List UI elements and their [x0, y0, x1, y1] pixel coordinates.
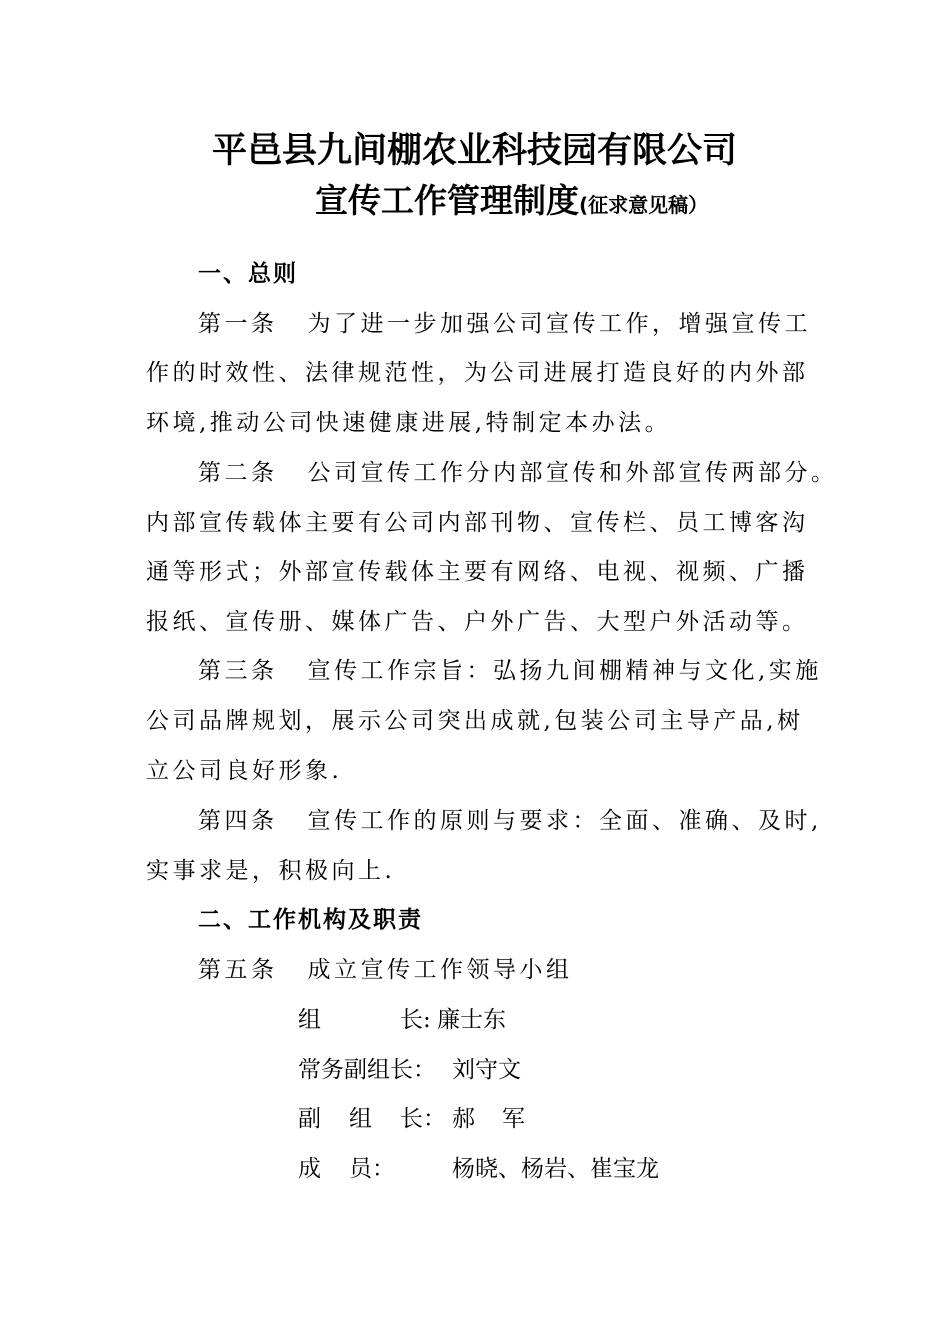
article-5-text-1: 成立宣传工作领导小组	[307, 957, 573, 983]
member-label-part-1: 成	[298, 1156, 321, 1182]
deputy-label-part-2: 组	[349, 1106, 372, 1132]
member-label-part-2: 员：	[349, 1156, 395, 1182]
deputy-name-part-1: 郝	[452, 1106, 475, 1132]
article-2-line-4: 报纸、宣传册、媒体广告、户外广告、大型户外活动等。	[146, 609, 809, 635]
article-3-text-1: 宣传工作宗旨：弘扬九间棚精神与文化,实施	[307, 658, 822, 684]
article-2-line-3: 通等形式；外部宣传载体主要有网络、电视、视频、广播	[146, 559, 809, 585]
article-5-label: 第五条	[198, 957, 278, 983]
article-3-line-3: 立公司良好形象.	[146, 758, 343, 784]
deputy-name-part-2: 军	[502, 1106, 525, 1132]
deputy-label-part-1: 副	[298, 1106, 321, 1132]
article-3-line-1	[198, 656, 822, 686]
article-1-text-1: 为了进一步加强公司宣传工作，增强宣传工	[307, 311, 811, 337]
article-1-line-2: 作的时效性、法律规范性，为公司进展打造良好的内外部	[146, 360, 809, 386]
article-1-label: 第一条	[198, 311, 278, 337]
article-2-label: 第二条	[198, 460, 278, 486]
document-title-regulation	[315, 179, 708, 229]
executive-deputy-name: 刘守文	[452, 1057, 521, 1083]
deputy-label-part-3: 长：	[400, 1106, 446, 1132]
document-title-company: 平邑县九间棚农业科技园有限公司	[212, 131, 738, 171]
article-2-text-1: 公司宣传工作分内部宣传和外部宣传两部分。	[307, 460, 838, 486]
leader-name: 廉士东	[437, 1007, 506, 1033]
article-3-label: 第三条	[198, 658, 278, 684]
article-1-line-3: 环境,推动公司快速健康进展,特制定本办法。	[146, 410, 672, 436]
executive-deputy-label: 常务副组长：	[298, 1057, 436, 1083]
leader-label-part-1: 组	[298, 1007, 321, 1033]
section-heading-organization: 二、工作机构及职责	[198, 907, 423, 933]
article-4-label: 第四条	[198, 808, 278, 834]
leader-label-part-2: 长:	[400, 1007, 431, 1033]
article-1-line-1	[198, 309, 811, 339]
title-regulation-main: 宣传工作管理制度	[315, 181, 579, 220]
member-names: 杨晓、杨岩、崔宝龙	[452, 1156, 659, 1182]
article-3-line-2: 公司品牌规划，展示公司突出成就,包装公司主导产品,树	[146, 708, 804, 734]
title-draft-note: (征求意见稿）	[579, 193, 709, 217]
article-2-line-1	[198, 458, 838, 488]
article-4-text-1: 宣传工作的原则与要求：全面、准确、及时,	[307, 808, 822, 834]
article-5-line-1	[198, 955, 573, 985]
article-4-line-2: 实事求是，积极向上.	[146, 858, 396, 884]
article-2-line-2: 内部宣传载体主要有公司内部刊物、宣传栏、员工博客沟	[146, 510, 809, 536]
article-4-line-1	[198, 806, 822, 836]
section-heading-general: 一、总则	[198, 261, 298, 287]
